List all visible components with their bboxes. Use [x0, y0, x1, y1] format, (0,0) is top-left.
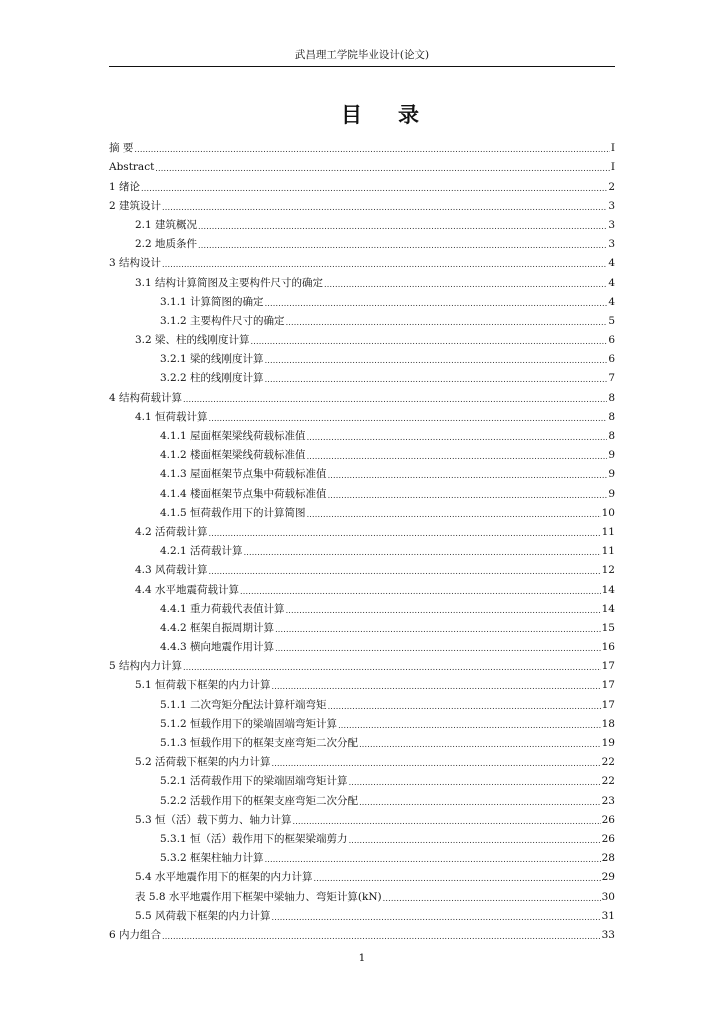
toc-leader-dots — [349, 778, 601, 788]
toc-entry-page: 17 — [601, 679, 615, 692]
toc-entry[interactable] — [109, 385, 615, 404]
toc-entry-page: 14 — [601, 602, 615, 615]
toc-leader-dots — [272, 913, 601, 923]
toc-entry[interactable] — [109, 290, 615, 309]
toc-leader-dots — [183, 395, 607, 405]
toc-entry[interactable] — [109, 865, 615, 884]
toc-entry[interactable] — [109, 309, 615, 328]
toc-entry-label: 5.2.1 活荷载作用下的梁端固端弯矩计算 — [160, 775, 348, 788]
toc-entry[interactable] — [109, 347, 615, 366]
toc-entry[interactable] — [109, 443, 615, 462]
toc-leader-dots — [286, 318, 608, 328]
toc-leader-dots — [275, 644, 601, 654]
toc-entry[interactable] — [109, 405, 615, 424]
toc-leader-dots — [307, 433, 608, 443]
toc-leader-dots — [265, 299, 608, 309]
toc-entry-page: 4 — [608, 295, 615, 308]
toc-entry-page: I — [610, 142, 615, 155]
toc-leader-dots — [162, 260, 607, 270]
toc-entry[interactable] — [109, 558, 615, 577]
toc-entry[interactable] — [109, 750, 615, 769]
toc-entry-label: 4.1.2 楼面框架梁线荷载标准值 — [160, 449, 306, 462]
toc-entry[interactable] — [109, 904, 615, 923]
toc-entry-page: 3 — [608, 218, 615, 231]
toc-leader-dots — [324, 280, 607, 290]
toc-entry-page: 8 — [608, 430, 615, 442]
toc-entry-page: 9 — [608, 449, 615, 462]
toc-leader-dots — [272, 682, 601, 692]
toc-leader-dots — [265, 855, 601, 865]
toc-leader-dots — [244, 548, 601, 558]
toc-leader-dots — [162, 932, 601, 942]
toc-entry-label: 3.2 梁、柱的线刚度计算 — [135, 334, 250, 347]
toc-leader-dots — [275, 625, 601, 635]
toc-entry[interactable] — [109, 155, 615, 174]
toc-entry-label: 5.5 风荷载下框架的内力计算 — [135, 909, 271, 922]
toc-entry[interactable] — [109, 846, 615, 865]
toc-entry[interactable] — [109, 232, 615, 251]
toc-entry-page: 5 — [608, 314, 615, 327]
toc-leader-dots — [183, 663, 601, 673]
toc-entry-label: 4.4.3 横向地震作用计算 — [160, 641, 275, 654]
toc-entry-page: 29 — [601, 871, 615, 884]
toc-entry-page: 9 — [608, 487, 615, 500]
toc-entry-label: 3.1 结构计算简图及主要构件尺寸的确定 — [135, 276, 324, 289]
toc-entry-page: 23 — [601, 794, 615, 807]
running-header: 武昌理工学院毕业设计(论文) — [294, 49, 430, 61]
toc-entry-page: 17 — [601, 698, 615, 711]
toc-entry-page: 10 — [601, 506, 615, 519]
toc-entry-label: 5.2 活荷载下框架的内力计算 — [135, 756, 271, 769]
toc-leader-dots — [328, 471, 608, 481]
toc-entry-page: 28 — [601, 852, 615, 865]
toc-leader-dots — [251, 337, 608, 347]
toc-entry-page: 3 — [608, 199, 615, 212]
toc-entry[interactable] — [109, 712, 615, 731]
toc-entry[interactable] — [109, 424, 615, 443]
toc-entry-label: 5.4 水平地震作用下的框架的内力计算 — [135, 871, 313, 884]
toc-leader-dots — [328, 491, 608, 501]
toc-entry-label: 5.2.2 活载作用下的框架支座弯矩二次分配 — [160, 794, 359, 807]
toc-entry[interactable] — [109, 808, 615, 827]
toc-entry-label: 5.3.1 恒（活）载作用下的框架梁端剪力 — [160, 832, 348, 845]
toc-entry-label: 4.3 风荷载计算 — [135, 564, 208, 577]
toc-entry[interactable] — [109, 616, 615, 635]
toc-leader-dots — [155, 164, 610, 174]
toc-entry-label: 5.3 恒（活）载下剪力、轴力计算 — [135, 813, 292, 826]
toc-entry-page: 8 — [608, 410, 615, 423]
toc-entry-label: 4 结构荷载计算 — [109, 391, 183, 404]
toc-entry[interactable] — [109, 769, 615, 788]
toc-entry-label: 表 5.8 水平地震作用下框架中梁轴力、弯矩计算(kN) — [135, 890, 382, 903]
toc-entry-label: 5 结构内力计算 — [109, 660, 183, 673]
toc-entry-label: 5.1.1 二次弯矩分配法计算杆端弯矩 — [160, 698, 327, 711]
toc-entry-page: 2 — [608, 180, 615, 193]
toc-entry-page: 4 — [608, 276, 615, 289]
toc-leader-dots — [286, 606, 601, 616]
toc-entry[interactable] — [109, 520, 615, 539]
toc-entry-page: 17 — [601, 660, 615, 673]
toc-entry-label: 摘 要 — [109, 142, 134, 155]
toc-entry-page: 12 — [601, 564, 615, 577]
toc-leader-dots — [359, 798, 601, 808]
toc-entry-page: 31 — [601, 909, 615, 922]
toc-entry[interactable] — [109, 788, 615, 807]
toc-entry[interactable] — [109, 635, 615, 654]
toc-leader-dots — [307, 510, 601, 520]
toc-entry-page: 11 — [601, 545, 615, 558]
toc-entry-label: 5.3.2 框架柱轴力计算 — [160, 852, 264, 865]
toc-entry-page: I — [610, 161, 615, 174]
toc-entry[interactable] — [109, 328, 615, 347]
toc-leader-dots — [141, 184, 607, 194]
toc-entry[interactable] — [109, 481, 615, 500]
toc-entry-label: 4.4.2 框架自振周期计算 — [160, 621, 275, 634]
toc-leader-dots — [209, 529, 601, 539]
toc-leader-dots — [314, 874, 601, 884]
toc-entry[interactable] — [109, 884, 615, 903]
toc-leader-dots — [338, 721, 601, 731]
toc-entry-label: 5.1.2 恒载作用下的梁端固端弯矩计算 — [160, 717, 338, 730]
toc-entry-page: 6 — [608, 353, 615, 366]
toc-entry[interactable] — [109, 462, 615, 481]
toc-entry-label: 3.2.1 梁的线刚度计算 — [160, 353, 264, 366]
toc-entry-label: 5.1.3 恒载作用下的框架支座弯矩二次分配 — [160, 737, 359, 749]
table-of-contents — [109, 136, 615, 942]
toc-entry-label: 4.1.5 恒荷载作用下的计算简图 — [160, 506, 306, 519]
toc-entry-page: 22 — [601, 756, 615, 769]
toc-entry[interactable] — [109, 194, 615, 213]
toc-leader-dots — [209, 414, 608, 424]
toc-entry[interactable] — [109, 270, 615, 289]
toc-entry-page: 4 — [608, 257, 615, 270]
toc-leader-dots — [272, 759, 601, 769]
toc-entry-page: 22 — [601, 775, 615, 788]
toc-leader-dots — [198, 222, 607, 232]
toc-leader-dots — [293, 817, 601, 827]
toc-entry-label: 1 绪论 — [109, 180, 141, 193]
toc-entry-label: 5.1 恒荷载下框架的内力计算 — [135, 679, 271, 692]
toc-entry[interactable] — [109, 366, 615, 385]
header-rule — [109, 66, 615, 67]
toc-entry-label: 2.1 建筑概况 — [135, 218, 198, 231]
toc-entry-page: 15 — [601, 621, 615, 634]
toc-entry[interactable] — [109, 923, 615, 942]
page-number: 1 — [358, 952, 366, 964]
toc-entry-page: 3 — [608, 238, 615, 251]
toc-leader-dots — [265, 375, 608, 385]
toc-leader-dots — [198, 241, 607, 251]
toc-entry-label: 4.1.3 屋面框架节点集中荷载标准值 — [160, 468, 327, 481]
toc-entry-page: 14 — [601, 583, 615, 596]
toc-entry-label: 6 内力组合 — [109, 928, 162, 941]
toc-entry-page: 8 — [608, 391, 615, 404]
toc-leader-dots — [209, 567, 601, 577]
toc-entry-page: 6 — [608, 334, 615, 347]
toc-entry[interactable] — [109, 827, 615, 846]
toc-entry-label: 4.1.1 屋面框架梁线荷载标准值 — [160, 430, 306, 442]
toc-entry[interactable] — [109, 654, 615, 673]
toc-entry[interactable] — [109, 673, 615, 692]
toc-entry-page: 30 — [601, 890, 615, 903]
toc-leader-dots — [240, 587, 601, 597]
toc-leader-dots — [349, 836, 601, 846]
toc-entry-page: 18 — [601, 717, 615, 730]
toc-entry-label: 4.2.1 活荷载计算 — [160, 545, 243, 558]
toc-entry-label: 3.2.2 柱的线刚度计算 — [160, 372, 264, 385]
toc-entry[interactable] — [109, 597, 615, 616]
toc-entry[interactable] — [109, 539, 615, 558]
toc-entry-page: 7 — [608, 372, 615, 385]
toc-leader-dots — [134, 145, 610, 155]
toc-entry-label: Abstract — [109, 161, 155, 174]
toc-entry-page: 26 — [601, 832, 615, 845]
toc-entry-page: 9 — [608, 468, 615, 481]
toc-title: 目录 — [341, 103, 455, 127]
toc-entry-label: 4.4 水平地震荷载计算 — [135, 583, 240, 596]
toc-entry-label: 4.2 活荷载计算 — [135, 525, 208, 538]
toc-leader-dots — [328, 702, 601, 712]
toc-leader-dots — [383, 894, 601, 904]
toc-entry-page: 26 — [601, 813, 615, 826]
toc-entry-label: 3.1.2 主要构件尺寸的确定 — [160, 314, 285, 327]
toc-entry-label: 4.1 恒荷载计算 — [135, 410, 208, 423]
toc-entry[interactable] — [109, 174, 615, 193]
toc-leader-dots — [265, 356, 608, 366]
toc-entry[interactable] — [109, 577, 615, 596]
toc-leader-dots — [307, 452, 608, 462]
toc-entry[interactable] — [109, 213, 615, 232]
toc-entry-label: 4.1.4 楼面框架节点集中荷载标准值 — [160, 487, 327, 500]
toc-entry-page: 19 — [601, 737, 615, 749]
toc-entry[interactable] — [109, 136, 615, 155]
toc-entry-page: 11 — [601, 525, 615, 538]
toc-entry-label: 2 建筑设计 — [109, 199, 162, 212]
toc-entry[interactable] — [109, 692, 615, 711]
toc-entry-page: 16 — [601, 641, 615, 654]
toc-entry[interactable] — [109, 731, 615, 750]
toc-entry-page: 33 — [601, 928, 615, 941]
toc-entry-label: 3 结构设计 — [109, 257, 162, 270]
toc-leader-dots — [359, 740, 601, 750]
toc-entry[interactable] — [109, 501, 615, 520]
toc-entry-label: 4.4.1 重力荷载代表值计算 — [160, 602, 285, 615]
toc-entry-label: 3.1.1 计算简图的确定 — [160, 295, 264, 308]
toc-entry[interactable] — [109, 251, 615, 270]
toc-entry-label: 2.2 地质条件 — [135, 238, 198, 251]
toc-leader-dots — [162, 203, 607, 213]
